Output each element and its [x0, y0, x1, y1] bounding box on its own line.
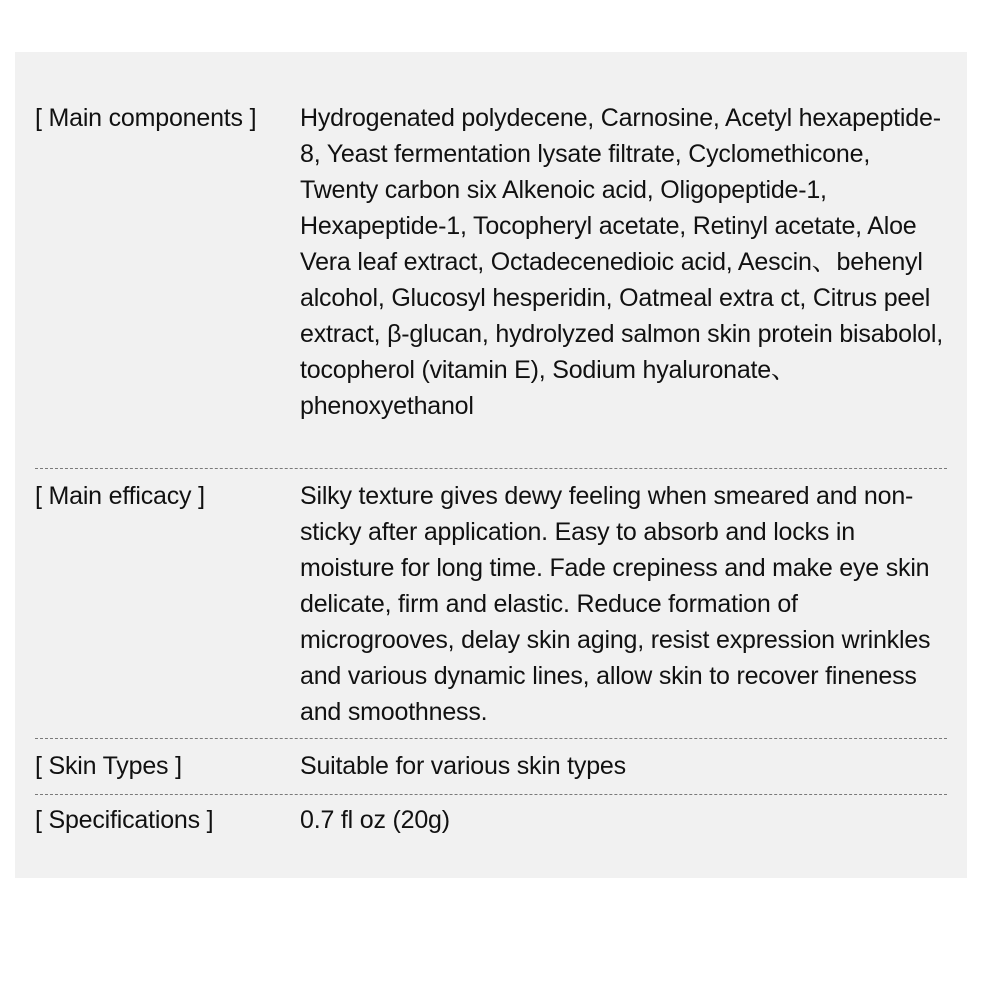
skin-types-value: Suitable for various skin types	[300, 752, 626, 780]
main-efficacy-value: Silky texture gives dewy feeling when smeared and non-sticky after application. Easy to absorb and locks in moisture for long time. Fade crepiness and make eye skin delicate, firm and elastic. Reduce formation of microgrooves, delay skin aging, resist expression wrinkles and various dynamic lines, allow skin to recover fineness and smoothness.	[300, 482, 931, 726]
main-components-value: Hydrogenated polydecene, Carnosine, Acetyl hexapeptide-8, Yeast fermentation lysate filtrate, Cyclomethicone, Twenty carbon six Alkenoic acid, Oligopeptide-1, Hexapeptide-1, Tocopheryl acetate, Retinyl acetate, Aloe Vera leaf extract, Octadecenedioic acid, Aescin、behenyl alcohol, Glucosyl hesperidin, Oatmeal extra ct, Citrus peel extract, β-glucan, hydrolyzed salmon skin protein bisabolol, tocopherol (vitamin E), Sodium hyaluronate、phenoxyethanol	[300, 104, 943, 420]
product-info-panel	[15, 52, 967, 878]
dashed-divider	[35, 468, 947, 469]
skin-types-label: [ Skin Types ]	[35, 752, 182, 780]
dashed-divider	[35, 738, 947, 739]
main-components-label: [ Main components ]	[35, 104, 257, 132]
specifications-value: 0.7 fl oz (20g)	[300, 806, 450, 834]
specifications-label: [ Specifications ]	[35, 806, 214, 834]
dashed-divider	[35, 794, 947, 795]
main-efficacy-label: [ Main efficacy ]	[35, 482, 205, 510]
